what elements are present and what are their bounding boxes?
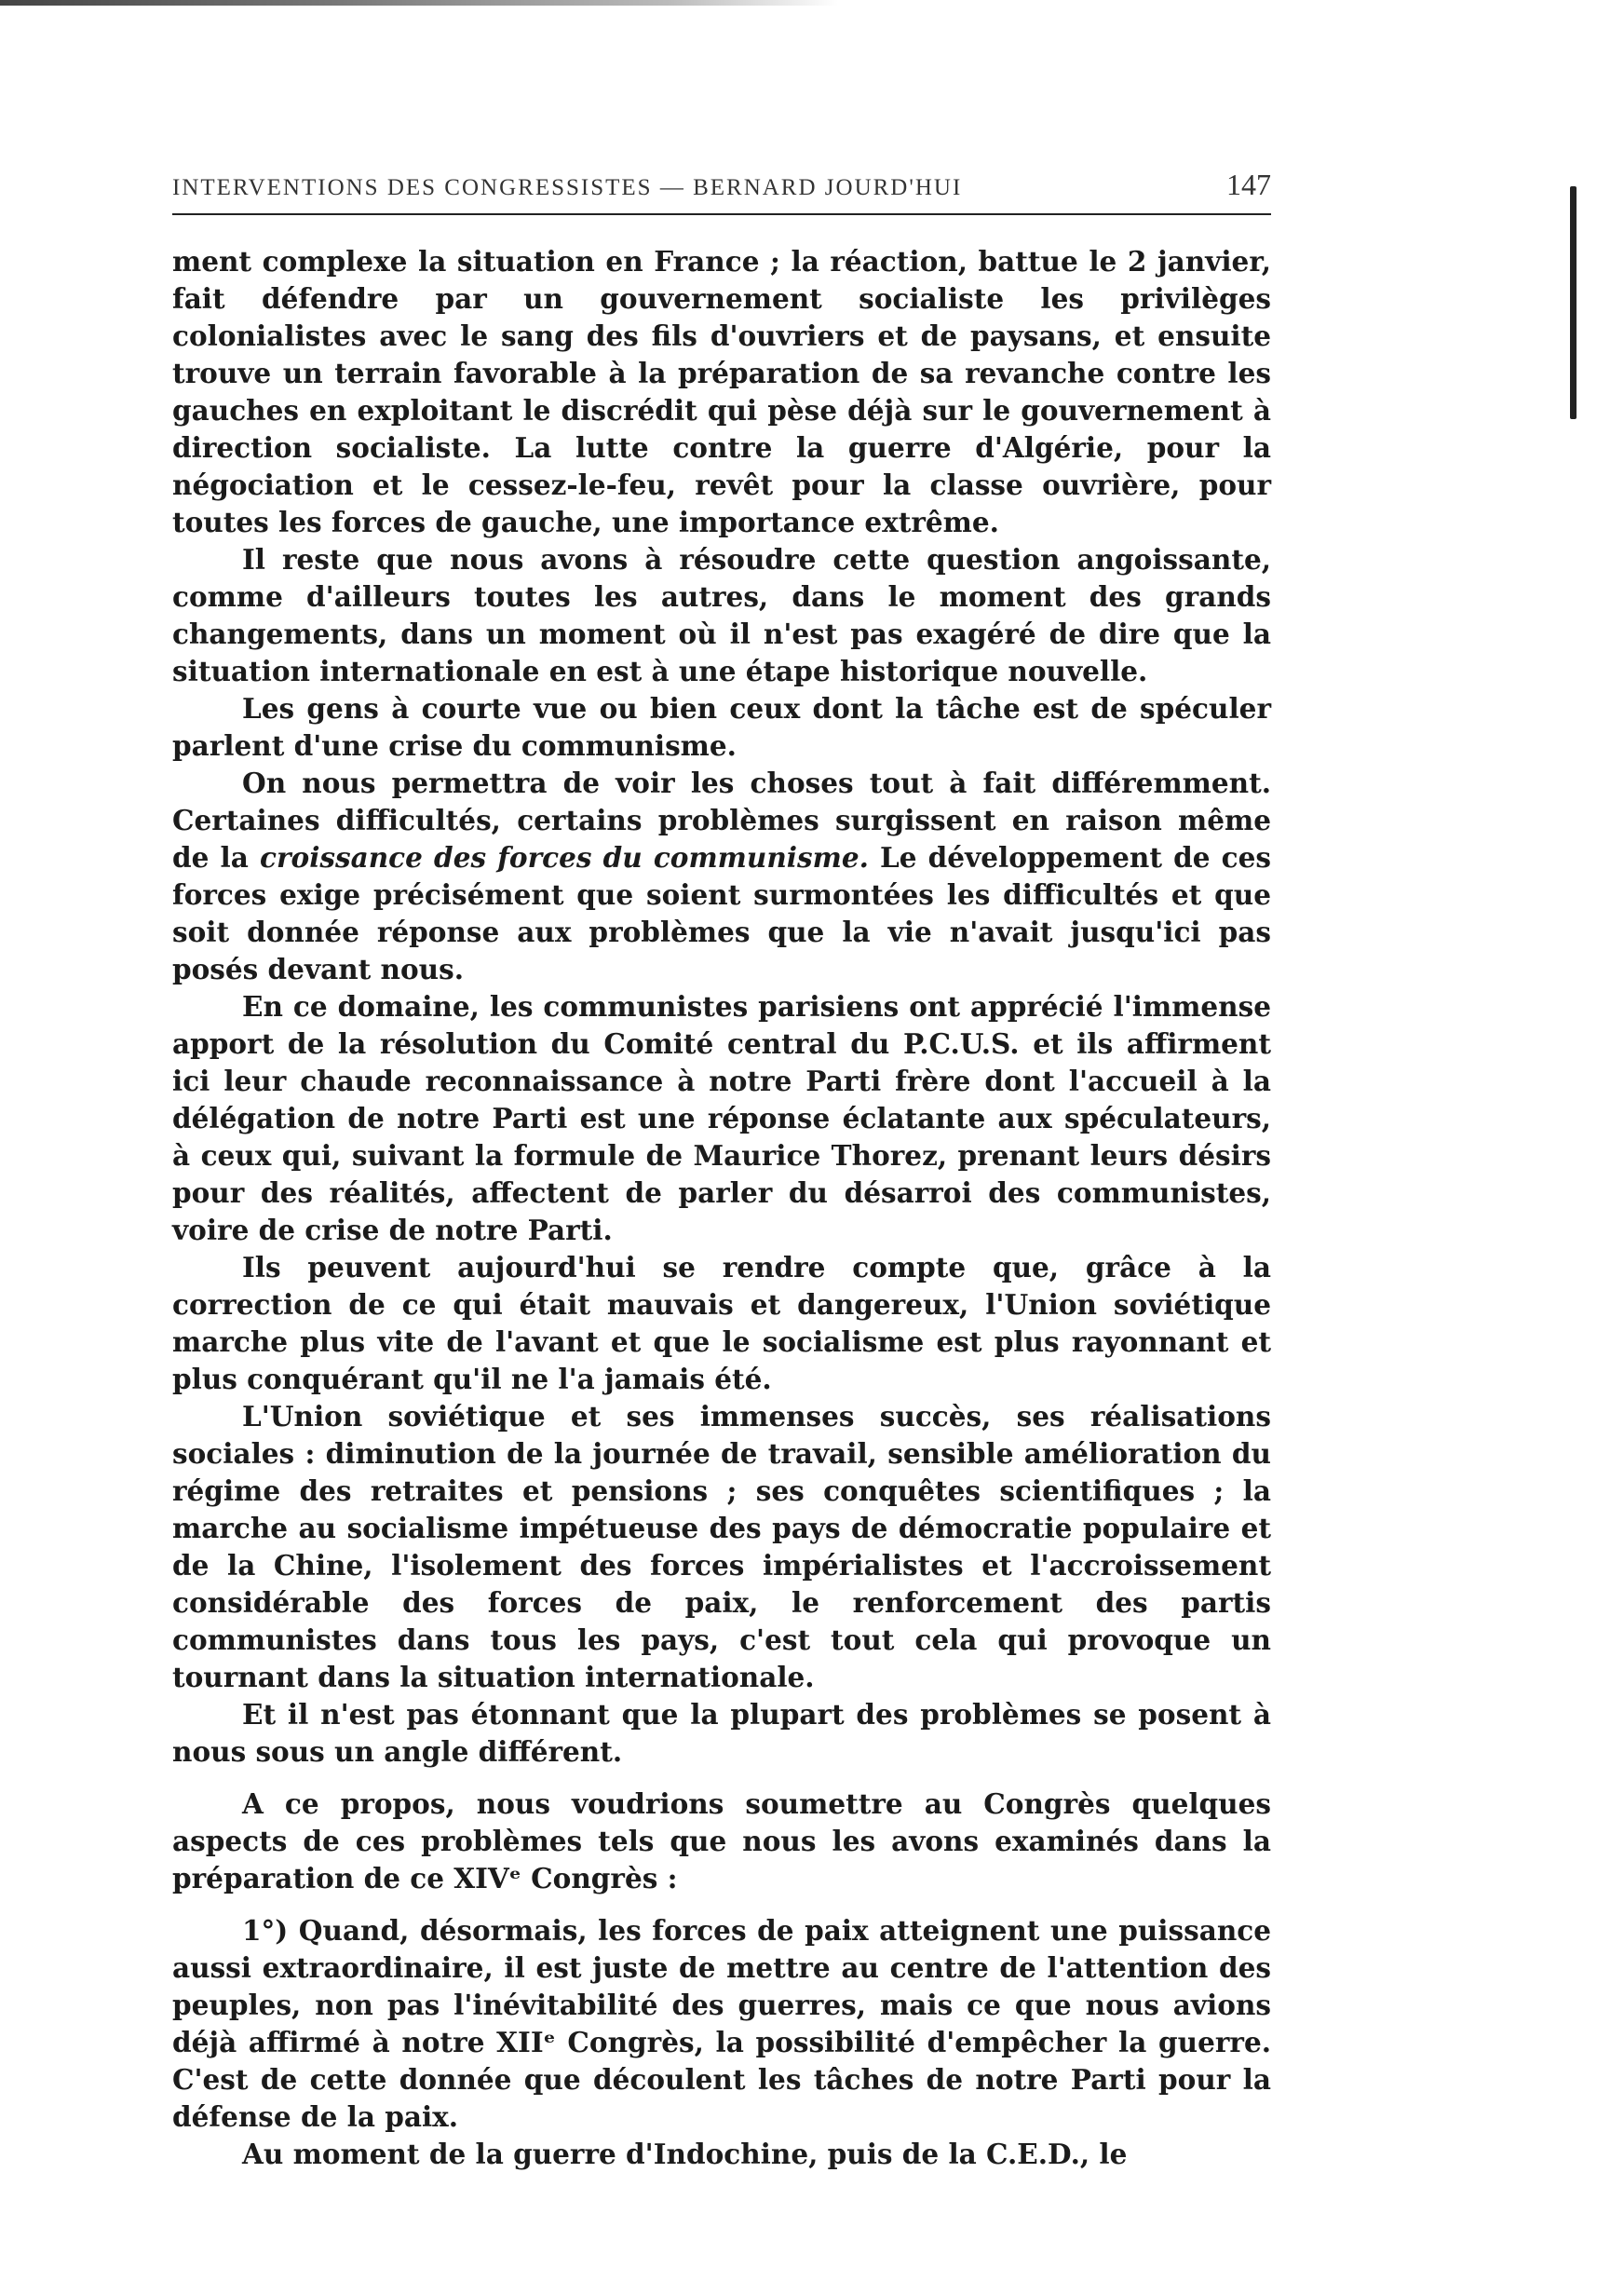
paragraph-courte-vue: Les gens à courte vue ou bien ceux dont la tâche est de spéculer parlent d'une crise du communisme. [172,692,1271,762]
page-number: 147 [1226,168,1271,201]
paragraph-succes-sovietiques: L'Union soviétique et ses immenses succès, ses réalisations sociales : diminution de la journée de travail, sensible amélioration du régime des retraites et pensions ; ses conquêtes scientifiques ; la marche au socialisme impétueuse des pays de démocratie populaire et de la Chine, l'isolement des forces impérialistes et l'accroissement considérable des forces de paix, le renforcement des partis communistes dans tous les pays, c'est tout cela qui provoque un tournant dans la situation internationale. [172,1400,1271,1693]
paragraph-croissance-before: On nous permettra de voir les choses tout à fait différemment. Certaines difficultés, certains problèmes surgissent en raison même de la [172,767,1271,874]
paragraph-question-angoissante: Il reste que nous avons à résoudre cette question angoissante, comme d'ailleurs toutes les autres, dans le moment des grands changements, dans un moment où il n'est pas exagéré de dire que la situation internationale en est à une étape historique nouvelle. [172,543,1271,687]
paragraph-continuation: ment complexe la situation en France ; la réaction, battue le 2 janvier, fait défendre par un gouvernement socialiste les privilèges colonialistes avec le sang des fils d'ouvriers et de paysans, et ensuite trouve un terrain favorable à la préparation de sa revanche contre les gauches en exploitant le discrédit qui pèse déjà sur le gouvernement à direction socialiste. La lutte contre la guerre d'Algérie, pour la négociation et le cessez-le-feu, revêt pour la classe ouvrière, pour toutes les forces de gauche, une importance extrême. [172,245,1271,538]
running-title: INTERVENTIONS DES CONGRESSISTES — BERNARD JOURD'HUI [172,175,963,200]
scan-edge-artifact [0,0,838,6]
paragraph-indochine: Au moment de la guerre d'Indochine, puis de la C.E.D., le [242,2138,1128,2170]
book-page [172,168,1271,2173]
paragraph-croissance-after: Le développement de ces forces exige précisément que soient surmontées les difficultés et que soit donnée réponse aux problèmes que la vie n'avait jusqu'ici pas posés devant nous. [172,841,1271,985]
paragraph-union-sovietique-marche: Ils peuvent aujourd'hui se rendre compte que, grâce à la correction de ce qui était mauvais et dangereux, l'Union soviétique marche plus vite de l'avant et que le socialisme est plus rayonnant et plus conquérant qu'il ne l'a jamais été. [172,1251,1271,1395]
scan-margin-mark [1570,186,1577,419]
paragraph-communistes-parisiens: En ce domaine, les communistes parisiens ont apprécié l'immense apport de la résolution du Comité central du P.C.U.S. et ils affirment ici leur chaude reconnaissance à notre Parti frère dont l'accueil à la délégation de notre Parti est une réponse éclatante aux spéculateurs, à ceux qui, suivant la formule de Maurice Thorez, prenant leurs désirs pour des réalités, affectent de parler du désarroi des communistes, voire de crise de notre Parti. [172,990,1271,1246]
paragraph-a-ce-propos: A ce propos, nous voudrions soumettre au Congrès quelques aspects de ces problèmes tels que nous les avons examinés dans la préparation de ce XIVᵉ Congrès : [172,1787,1271,1894]
emphasis-croissance: croissance des forces du communisme. [260,841,869,874]
running-header [172,168,1271,215]
paragraph-angle-different: Et il n'est pas étonnant que la plupart des problèmes se posent à nous sous un angle différent. [172,1698,1271,1768]
paragraph-point-1: 1°) Quand, désormais, les forces de paix atteignent une puissance aussi extraordinaire, il est juste de mettre au centre de l'attention des peuples, non pas l'inévitabilité des guerres, mais ce que nous avions déjà affirmé à notre XIIᵉ Congrès, la possibilité d'empêcher la guerre. C'est de cette donnée que découlent les tâches de notre Parti pour la défense de la paix. [172,1914,1271,2133]
paragraph-croissance [172,765,1271,988]
